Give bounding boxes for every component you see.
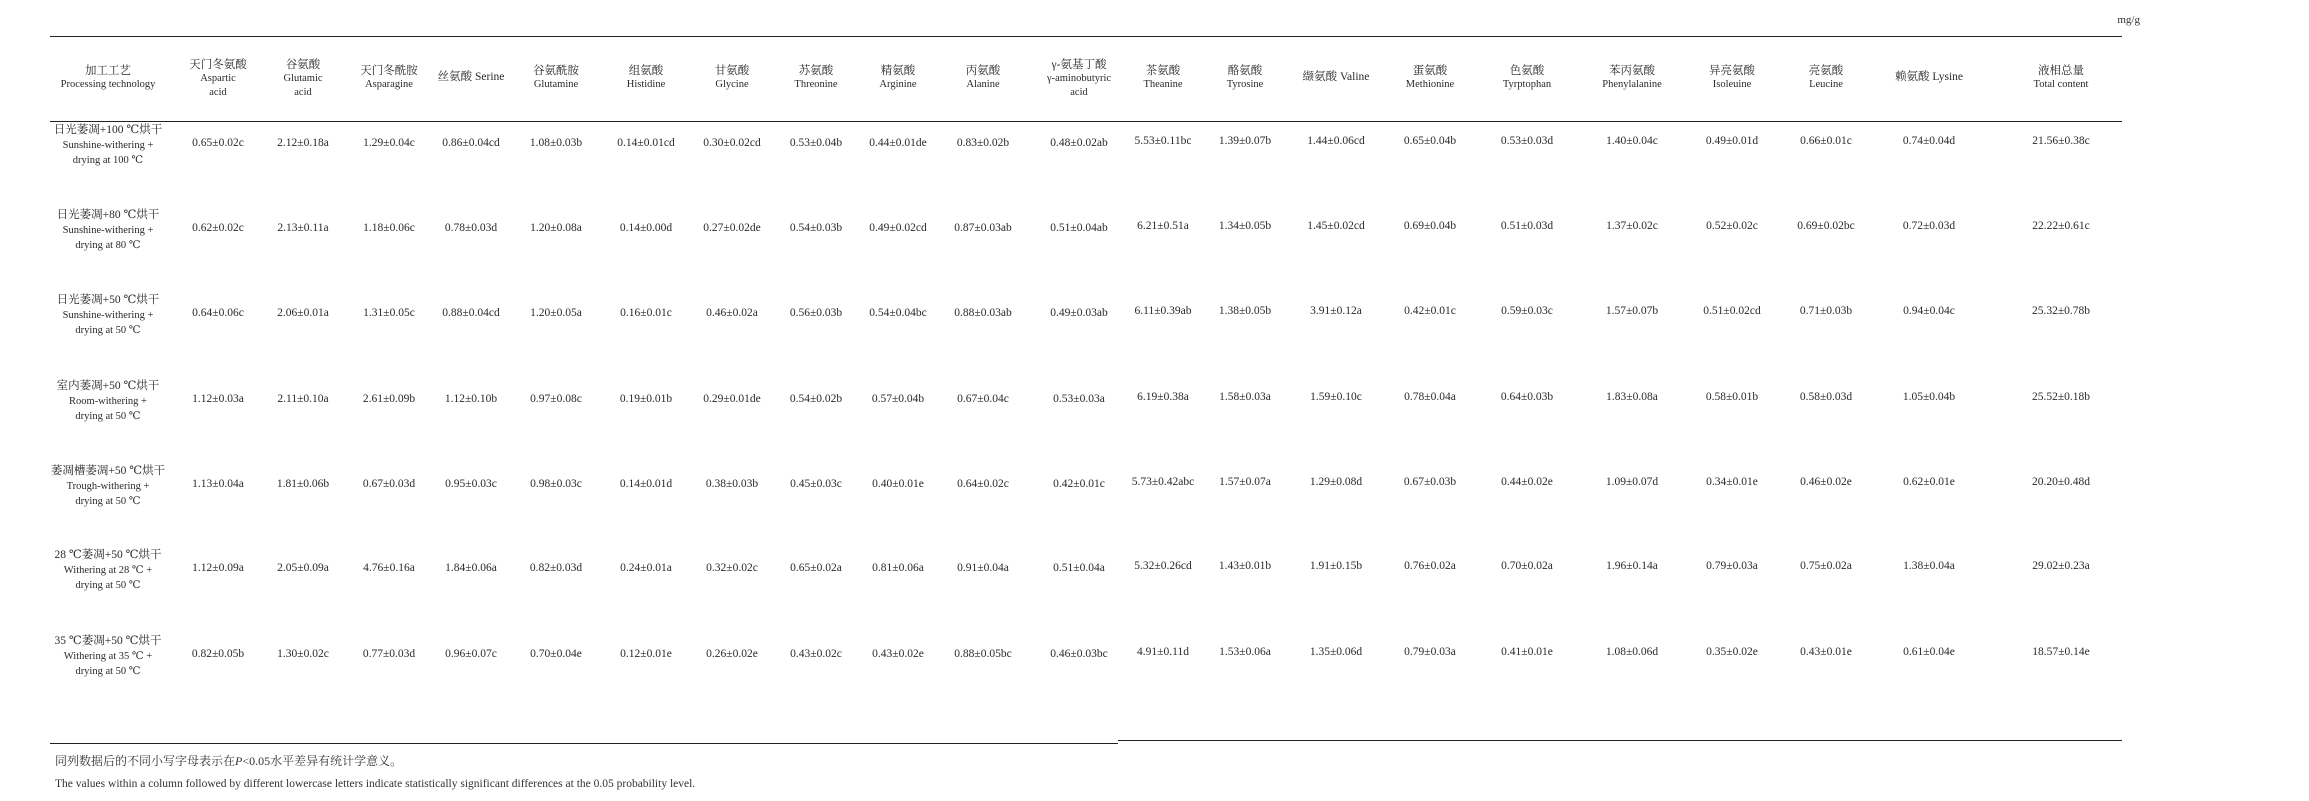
table-cell: 0.64±0.03b — [1500, 391, 1554, 403]
column-header-en: Glutamine — [533, 79, 579, 90]
table-cell: 1.12±0.03a — [192, 393, 244, 405]
table-cell: 1.84±0.06a — [445, 562, 497, 574]
table-cell: 0.88±0.05bc — [954, 648, 1012, 660]
table-cell: 0.54±0.02b — [789, 393, 843, 405]
note-chinese — [55, 752, 695, 769]
table-cell: 0.24±0.01a — [620, 562, 672, 574]
table-cell: 0.53±0.03a — [1053, 393, 1105, 405]
column-header — [1406, 64, 1454, 92]
table-cell: 0.52±0.02c — [1706, 220, 1758, 232]
table-cell: 0.97±0.08c — [530, 393, 582, 405]
column-header — [360, 64, 418, 92]
table-cell: 0.64±0.06c — [192, 307, 244, 319]
table-cell: 0.86±0.04cd — [442, 137, 500, 149]
table-cell: 0.69±0.02bc — [1797, 220, 1855, 232]
row-label-en: drying at 80 ℃ — [75, 240, 141, 251]
table-cell: 0.12±0.01e — [620, 648, 672, 660]
table-cell: 0.96±0.07c — [445, 648, 497, 660]
table-cell: 1.58±0.03a — [1219, 391, 1271, 403]
row-label — [57, 208, 160, 253]
column-header — [189, 58, 247, 100]
table-cell: 0.82±0.05b — [191, 648, 245, 660]
table-cell: 1.29±0.08d — [1309, 476, 1363, 488]
table-cell: 0.14±0.00d — [619, 222, 673, 234]
table-top-rule-right — [1118, 36, 2122, 37]
column-header-zh: γ-氨基丁酸 — [1051, 59, 1107, 71]
column-header-zh: 茶氨酸 — [1145, 65, 1181, 77]
table-cell: 0.71±0.03b — [1799, 305, 1853, 317]
row-label — [55, 634, 162, 679]
table-bottom-rule-right — [1118, 740, 2122, 741]
table-cell: 0.53±0.04b — [789, 137, 843, 149]
column-header-zh: 精氨酸 — [880, 65, 916, 77]
table-cell: 0.98±0.03c — [530, 478, 582, 490]
row-label-en: drying at 50 ℃ — [75, 496, 141, 507]
table-cell: 5.53±0.11bc — [1134, 135, 1192, 147]
row-label-zh: 28 ℃萎凋+50 ℃烘干 — [54, 549, 162, 561]
table-cell: 0.44±0.01de — [869, 137, 927, 149]
table-cell: 0.44±0.02e — [1501, 476, 1553, 488]
table-cell: 1.08±0.03b — [529, 137, 583, 149]
table-cell: 0.49±0.01d — [1705, 135, 1759, 147]
table-cell: 4.76±0.16a — [363, 562, 415, 574]
column-header — [879, 64, 916, 92]
column-header-en: Alanine — [966, 79, 1000, 90]
table-cell: 0.46±0.02a — [706, 307, 758, 319]
note-zh-text: 同列数据后的不同小写字母表示在 — [55, 754, 236, 768]
column-header — [61, 64, 156, 92]
table-cell: 29.02±0.23a — [2032, 560, 2090, 572]
table-cell: 2.61±0.09b — [362, 393, 416, 405]
table-cell: 1.37±0.02c — [1606, 220, 1658, 232]
column-header-en: Leucine — [1809, 79, 1843, 90]
table-cell: 0.69±0.04b — [1403, 220, 1457, 232]
table-cell: 1.53±0.06a — [1219, 646, 1271, 658]
row-label-en: drying at 50 ℃ — [75, 325, 141, 336]
table-cell: 1.34±0.05b — [1218, 220, 1272, 232]
table-cell: 0.38±0.03b — [705, 478, 759, 490]
table-cell: 0.88±0.04cd — [442, 307, 500, 319]
table-cell: 0.88±0.03ab — [954, 307, 1012, 319]
row-label-en: Sunshine-withering + — [62, 225, 154, 236]
table-cell: 0.67±0.04c — [957, 393, 1009, 405]
table-cell: 0.26±0.02e — [706, 648, 758, 660]
table-cell: 0.53±0.03d — [1500, 135, 1554, 147]
row-label — [55, 548, 162, 593]
table-cell: 6.11±0.39ab — [1134, 305, 1192, 317]
column-header-en: Histidine — [626, 79, 666, 90]
column-header-en: Methionine — [1405, 79, 1455, 90]
column-header — [794, 64, 837, 92]
table-cell: 0.59±0.03c — [1501, 305, 1553, 317]
table-cell: 1.29±0.04c — [363, 137, 415, 149]
column-header — [1895, 70, 1963, 84]
table-cell: 5.73±0.42abc — [1131, 476, 1195, 488]
column-header-zh: 色氨酸 — [1509, 65, 1545, 77]
table-cell: 0.51±0.03d — [1500, 220, 1554, 232]
column-header-zh: 异亮氨酸 — [1709, 65, 1755, 77]
table-cell: 0.49±0.03ab — [1050, 307, 1108, 319]
column-header — [627, 64, 666, 92]
column-header-en: Asparagine — [365, 79, 413, 90]
table-cell: 1.05±0.04b — [1902, 391, 1956, 403]
column-header-zh: 天门冬氨酸 — [189, 59, 247, 71]
table-cell: 0.46±0.03bc — [1050, 648, 1108, 660]
table-cell: 0.83±0.02b — [956, 137, 1010, 149]
note-english: The values within a column followed by different lowercase letters indicate statistically significant differences at the 0.05 probability level. — [55, 778, 696, 790]
row-label-en: drying at 100 ℃ — [72, 155, 144, 166]
column-header-en: γ-aminobutyric — [1046, 73, 1112, 84]
row-label — [57, 293, 160, 338]
column-header-zh: 苯丙氨酸 — [1608, 65, 1655, 77]
table-cell: 0.81±0.06a — [872, 562, 924, 574]
row-label — [51, 464, 165, 509]
table-cell: 1.12±0.09a — [192, 562, 244, 574]
table-cell: 1.08±0.06d — [1605, 646, 1659, 658]
column-header — [1503, 64, 1551, 92]
table-cell: 25.52±0.18b — [2031, 391, 2091, 403]
table-cell: 1.20±0.08a — [530, 222, 582, 234]
table-cell: 1.81±0.06b — [276, 478, 330, 490]
table-cell: 0.75±0.02a — [1800, 560, 1852, 572]
table-cell: 1.40±0.04c — [1606, 135, 1658, 147]
table-cell: 0.43±0.02c — [790, 648, 842, 660]
table-cell: 0.87±0.03ab — [954, 222, 1012, 234]
row-label-en: Sunshine-withering + — [62, 140, 154, 151]
column-header-en: Theanine — [1143, 79, 1183, 90]
table-cell: 1.38±0.05b — [1218, 305, 1272, 317]
table-cell: 0.54±0.03b — [789, 222, 843, 234]
table-notes — [55, 752, 695, 790]
table-cell: 5.32±0.26cd — [1134, 560, 1192, 572]
table-cell: 0.30±0.02cd — [703, 137, 761, 149]
column-header-zh: 加工工艺 — [85, 65, 131, 77]
table-cell: 1.43±0.01b — [1218, 560, 1272, 572]
column-header-zh: 丝氨酸 Serine — [437, 71, 505, 83]
table-cell: 22.22±0.61c — [2032, 220, 2090, 232]
table-cell: 0.67±0.03b — [1403, 476, 1457, 488]
table-cell: 0.42±0.01c — [1053, 478, 1105, 490]
table-cell: 0.77±0.03d — [362, 648, 416, 660]
table-bottom-rule-left — [50, 743, 1118, 744]
column-header — [1143, 64, 1182, 92]
table-cell: 0.27±0.02de — [703, 222, 761, 234]
unit-label: mg/g — [2117, 14, 2140, 26]
table-cell: 1.96±0.14a — [1606, 560, 1658, 572]
table-cell: 18.57±0.14e — [2032, 646, 2090, 658]
table-cell: 0.61±0.04e — [1903, 646, 1955, 658]
column-header-en: Processing technology — [60, 79, 156, 90]
table-cell: 0.51±0.02cd — [1703, 305, 1761, 317]
column-header-zh: 甘氨酸 — [714, 65, 750, 77]
table-cell: 0.79±0.03a — [1706, 560, 1758, 572]
table-cell: 1.20±0.05a — [530, 307, 582, 319]
table-cell: 0.65±0.04b — [1403, 135, 1457, 147]
note-zh-p: P — [235, 754, 243, 768]
table-cell: 25.32±0.78b — [2031, 305, 2091, 317]
table-cell: 0.64±0.02c — [957, 478, 1009, 490]
table-cell: 0.16±0.01c — [620, 307, 672, 319]
column-header — [1709, 64, 1755, 92]
table-cell: 0.45±0.03c — [790, 478, 842, 490]
column-header-zh: 谷氨酰胺 — [533, 65, 579, 77]
column-header-en: Total content — [2033, 79, 2089, 90]
column-header-en: Glycine — [715, 79, 749, 90]
table-cell: 1.35±0.06d — [1309, 646, 1363, 658]
table-cell: 0.95±0.03c — [445, 478, 497, 490]
column-header-zh: 缬氨酸 Valine — [1302, 71, 1370, 83]
table-cell: 0.65±0.02c — [192, 137, 244, 149]
table-cell: 0.14±0.01cd — [617, 137, 675, 149]
table-cell: 0.70±0.02a — [1501, 560, 1553, 572]
table-cell: 1.31±0.05c — [363, 307, 415, 319]
column-header — [1303, 70, 1370, 84]
table-cell: 0.76±0.02a — [1404, 560, 1456, 572]
table-cell: 0.46±0.02e — [1800, 476, 1852, 488]
table-cell: 0.54±0.04bc — [869, 307, 927, 319]
table-cell: 0.19±0.01b — [619, 393, 673, 405]
table-cell: 0.43±0.02e — [872, 648, 924, 660]
column-header-zh: 赖氨酸 Lysine — [1894, 71, 1964, 83]
row-label-en: Withering at 35 ℃ + — [63, 651, 153, 662]
table-cell: 0.58±0.01b — [1705, 391, 1759, 403]
table-cell: 0.57±0.04b — [871, 393, 925, 405]
row-label-en: drying at 50 ℃ — [75, 411, 141, 422]
table-cell: 0.66±0.01c — [1800, 135, 1852, 147]
row-label-en: Trough-withering + — [66, 481, 150, 492]
row-label-zh: 日光萎凋+50 ℃烘干 — [56, 294, 160, 306]
table-cell: 0.94±0.04c — [1903, 305, 1955, 317]
header-rule-right — [1118, 121, 2122, 122]
table-cell: 0.65±0.02a — [790, 562, 842, 574]
table-cell: 0.58±0.03d — [1799, 391, 1853, 403]
row-label-en: drying at 50 ℃ — [75, 666, 141, 677]
column-header-en: Aspartic — [200, 73, 236, 84]
table-cell: 0.40±0.01e — [872, 478, 924, 490]
table-cell: 0.62±0.02c — [192, 222, 244, 234]
table-cell: 0.49±0.02cd — [869, 222, 927, 234]
table-cell: 1.57±0.07b — [1605, 305, 1659, 317]
column-header-zh: 谷氨酸 — [285, 59, 321, 71]
table-cell: 2.13±0.11a — [277, 222, 329, 234]
row-label-en: Withering at 28 ℃ + — [63, 565, 153, 576]
column-header — [438, 70, 505, 84]
table-cell: 1.18±0.06c — [363, 222, 415, 234]
table-cell: 0.74±0.04d — [1902, 135, 1956, 147]
table-cell: 0.32±0.02c — [706, 562, 758, 574]
table-cell: 1.38±0.04a — [1903, 560, 1955, 572]
column-header-zh: 组氨酸 — [628, 65, 664, 77]
table-cell: 0.35±0.02e — [1706, 646, 1758, 658]
row-label — [57, 379, 160, 424]
table-top-rule-left — [50, 36, 1118, 37]
row-label-zh: 室内萎凋+50 ℃烘干 — [56, 380, 160, 392]
table-cell: 0.70±0.04e — [530, 648, 582, 660]
row-label-en: drying at 50 ℃ — [75, 580, 141, 591]
column-header-zh: 蛋氨酸 — [1412, 65, 1448, 77]
column-header — [1809, 64, 1844, 92]
column-header-zh: 酪氨酸 — [1227, 65, 1263, 77]
table-cell: 1.91±0.15b — [1309, 560, 1363, 572]
table-cell: 0.29±0.01de — [703, 393, 761, 405]
table-cell: 0.56±0.03b — [789, 307, 843, 319]
column-header-zh: 天门冬酰胺 — [360, 65, 418, 77]
table-cell: 0.67±0.03d — [362, 478, 416, 490]
table-cell: 0.41±0.01e — [1501, 646, 1553, 658]
table-cell: 6.19±0.38a — [1137, 391, 1189, 403]
table-cell: 0.14±0.01d — [619, 478, 673, 490]
row-label-zh: 萎凋槽萎凋+50 ℃烘干 — [50, 465, 166, 477]
table-cell: 0.62±0.01e — [1903, 476, 1955, 488]
table-cell: 1.13±0.04a — [192, 478, 244, 490]
column-header-zh: 亮氨酸 — [1808, 65, 1844, 77]
column-header — [533, 64, 579, 92]
column-header-en: Tyrosine — [1226, 79, 1264, 90]
table-cell: 0.72±0.03d — [1902, 220, 1956, 232]
column-header — [2034, 64, 2089, 92]
column-header-en: acid — [294, 87, 312, 98]
table-cell: 0.79±0.03a — [1404, 646, 1456, 658]
column-header — [715, 64, 750, 92]
table-cell: 1.45±0.02cd — [1307, 220, 1365, 232]
table-cell: 0.78±0.03d — [444, 222, 498, 234]
table-cell: 1.57±0.07a — [1219, 476, 1271, 488]
row-label-en: Sunshine-withering + — [62, 310, 154, 321]
table-cell: 1.44±0.06cd — [1307, 135, 1365, 147]
row-label-zh: 日光萎凋+80 ℃烘干 — [56, 209, 160, 221]
table-cell: 4.91±0.11d — [1137, 646, 1189, 658]
table-cell: 0.51±0.04a — [1053, 562, 1105, 574]
table-cell: 2.11±0.10a — [277, 393, 329, 405]
header-rule-left — [50, 121, 1118, 122]
row-label-zh: 日光萎凋+100 ℃烘干 — [53, 124, 163, 136]
row-label-zh: 35 ℃萎凋+50 ℃烘干 — [54, 635, 162, 647]
column-header — [1602, 64, 1661, 92]
table-cell: 0.82±0.03d — [529, 562, 583, 574]
column-header — [1227, 64, 1264, 92]
column-header-zh: 苏氨酸 — [798, 65, 834, 77]
column-header — [966, 64, 1001, 92]
table-cell: 21.56±0.38c — [2032, 135, 2090, 147]
table-cell: 2.06±0.01a — [277, 307, 329, 319]
column-header-en: acid — [1070, 87, 1088, 98]
column-header-en: acid — [209, 87, 227, 98]
table-cell: 0.48±0.02ab — [1050, 137, 1108, 149]
table-cell: 6.21±0.51a — [1137, 220, 1189, 232]
table-cell: 2.12±0.18a — [277, 137, 329, 149]
table-cell: 0.43±0.01e — [1800, 646, 1852, 658]
table-cell: 1.09±0.07d — [1605, 476, 1659, 488]
table-cell: 20.20±0.48d — [2031, 476, 2091, 488]
column-header-zh: 丙氨酸 — [965, 65, 1001, 77]
table-cell: 1.39±0.07b — [1218, 135, 1272, 147]
column-header-en: Tyrptophan — [1502, 79, 1552, 90]
table-cell: 0.42±0.01c — [1404, 305, 1456, 317]
column-header — [1047, 58, 1111, 100]
table-cell: 1.83±0.08a — [1606, 391, 1658, 403]
table-cell: 0.51±0.04ab — [1050, 222, 1108, 234]
table-cell: 1.30±0.02c — [277, 648, 329, 660]
row-label-en: Room-withering + — [69, 396, 147, 407]
table-cell: 0.34±0.01e — [1706, 476, 1758, 488]
table-cell: 1.12±0.10b — [444, 393, 498, 405]
note-zh-text-2: <0.05水平差异有统计学意义。 — [242, 754, 403, 768]
table-cell: 3.91±0.12a — [1310, 305, 1362, 317]
table-cell: 0.78±0.04a — [1404, 391, 1456, 403]
column-header-zh: 液相总量 — [2038, 65, 2084, 77]
column-header — [283, 58, 322, 100]
column-header-en: Phenylalanine — [1602, 79, 1662, 90]
column-header-en: Arginine — [879, 79, 917, 90]
table-cell: 0.91±0.04a — [957, 562, 1009, 574]
column-header-en: Glutamic — [283, 73, 323, 84]
row-label — [54, 123, 162, 168]
column-header-en: Isoleuine — [1712, 79, 1752, 90]
table-cell: 1.59±0.10c — [1310, 391, 1362, 403]
table-cell: 2.05±0.09a — [277, 562, 329, 574]
column-header-en: Threonine — [794, 79, 838, 90]
